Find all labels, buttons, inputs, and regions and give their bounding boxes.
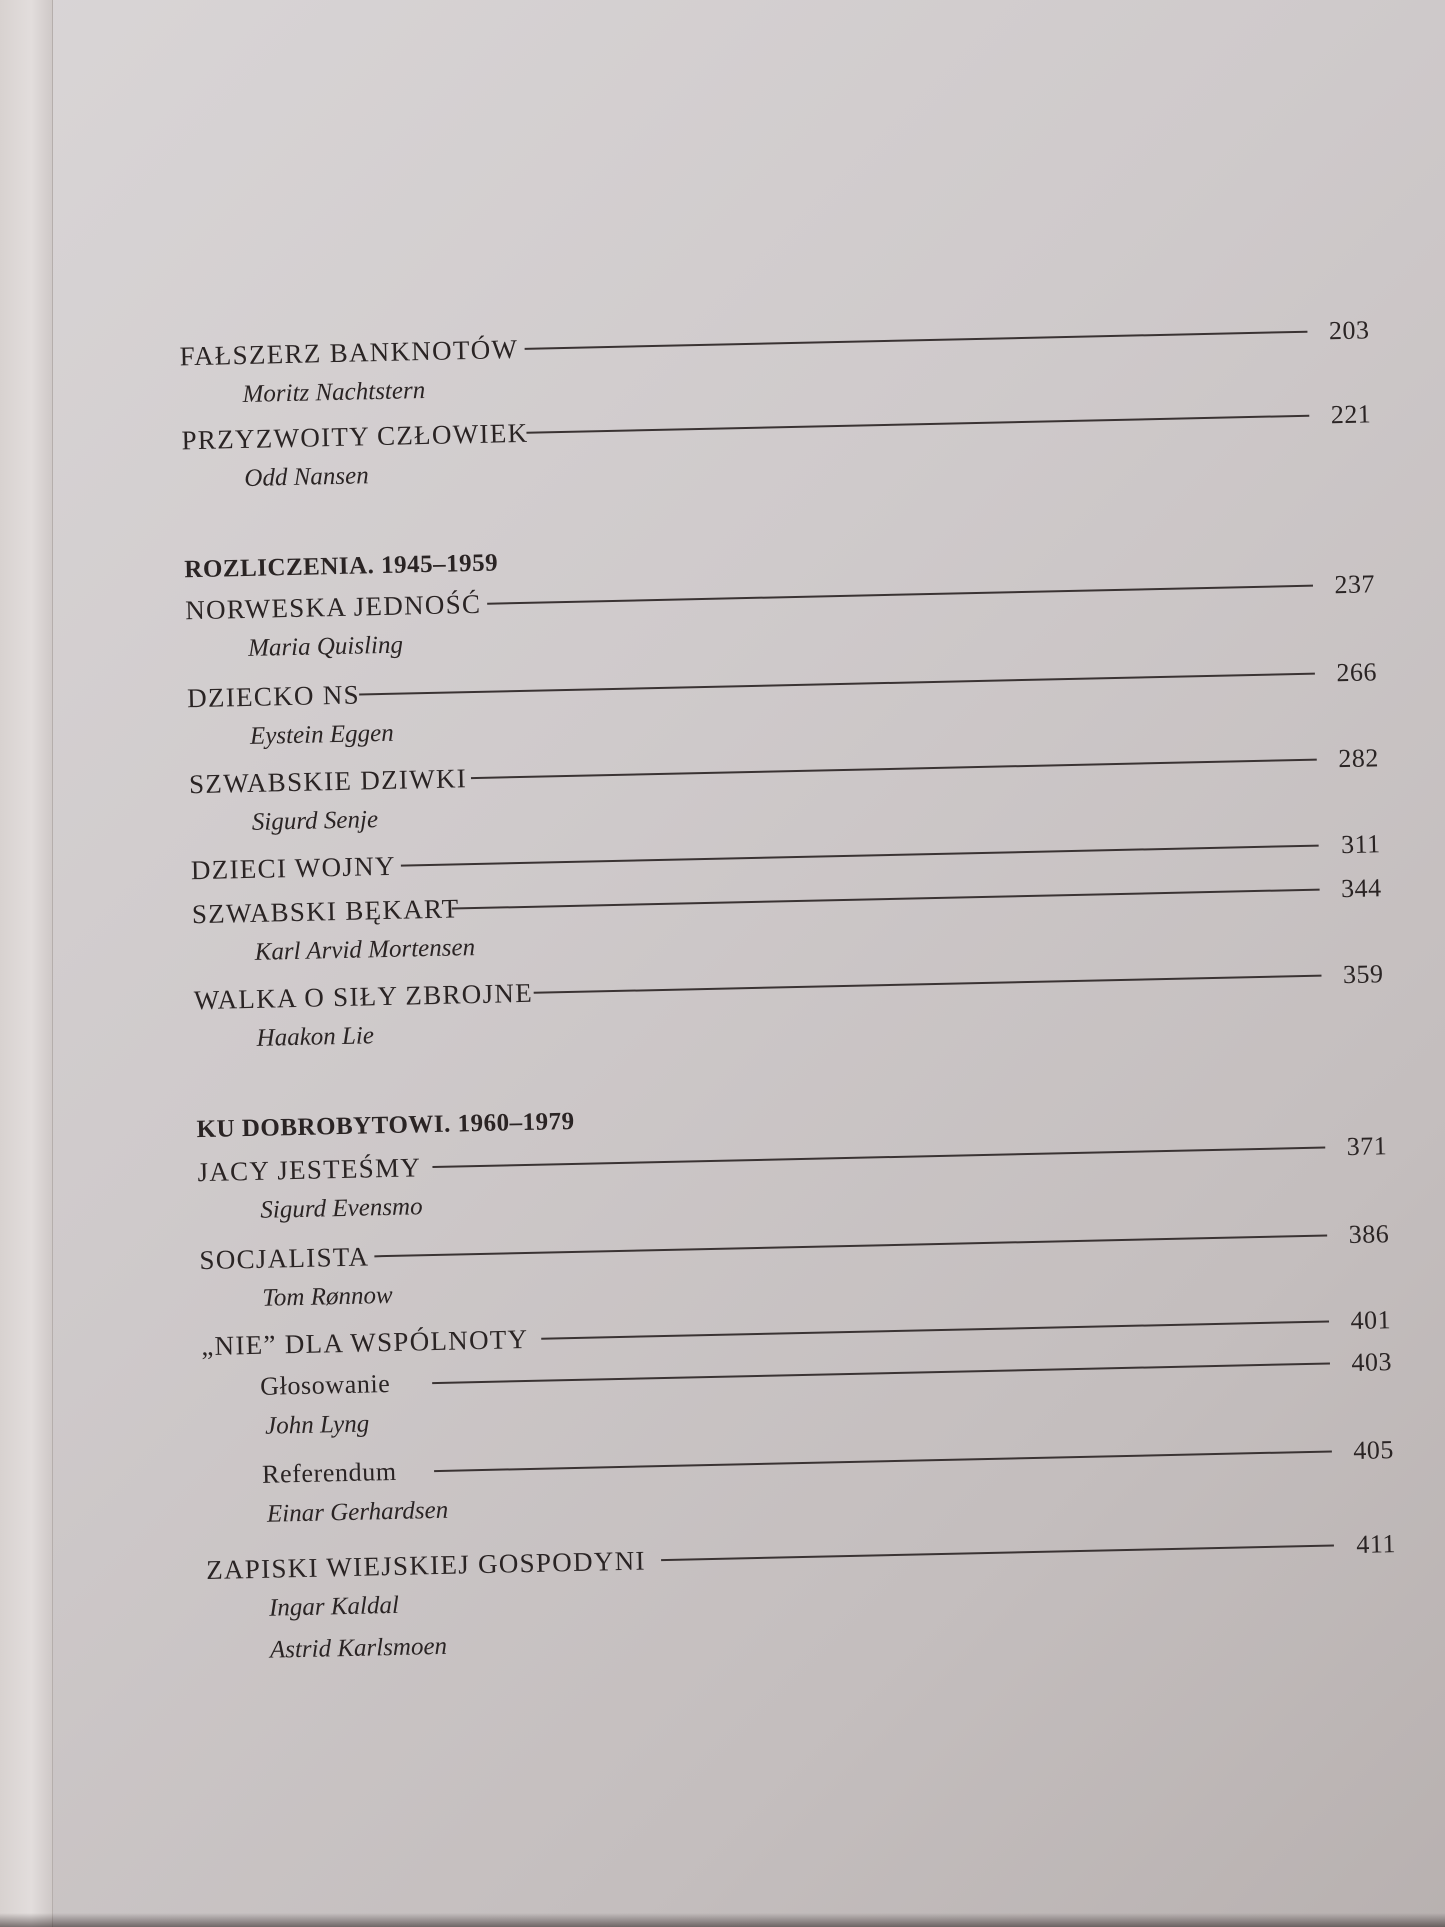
leader-line: [432, 1362, 1330, 1383]
entry-author: Ingar Kaldal: [268, 1591, 400, 1622]
entry-title: FAŁSZERZ BANKNOTÓW: [179, 333, 519, 372]
leader-line: [525, 331, 1308, 350]
entry-author: Odd Nansen: [244, 462, 369, 492]
page-number: 266: [1336, 657, 1378, 688]
leader-line: [541, 1321, 1329, 1340]
entry-author: Tom Rønnow: [261, 1281, 393, 1312]
leader-line: [471, 759, 1317, 779]
leader-line: [359, 673, 1315, 695]
page-bottom-shadow: [0, 1913, 1445, 1927]
leader-line: [452, 889, 1320, 910]
entry-author: Eystein Eggen: [249, 719, 394, 750]
entry-title: WALKA O SIŁY ZBROJNE: [193, 977, 534, 1016]
entry-author: Haakon Lie: [256, 1022, 375, 1052]
page-number: 411: [1356, 1529, 1397, 1559]
entry-author: Moritz Nachtstern: [242, 377, 426, 408]
page-number: 371: [1346, 1131, 1388, 1162]
entry-title: „NIE” DLA WSPÓLNOTY: [200, 1323, 529, 1362]
entry-title: Głosowanie: [259, 1369, 391, 1401]
section-heading: KU DOBROBYTOWI. 1960–1979: [196, 1107, 575, 1144]
page-number: 311: [1340, 829, 1381, 860]
entry-author: John Lyng: [264, 1410, 370, 1440]
entry-title: DZIECI WOJNY: [190, 850, 397, 886]
page-number: 401: [1350, 1305, 1392, 1336]
entry-author: Karl Arvid Mortensen: [254, 934, 476, 966]
entry-author: Astrid Karlsmoen: [269, 1632, 448, 1664]
entry-title: SZWABSKI BĘKART: [191, 893, 460, 930]
entry-title: Referendum: [261, 1456, 397, 1489]
leader-line: [401, 845, 1319, 867]
entry-author: Sigurd Evensmo: [260, 1193, 423, 1224]
page-number: 386: [1348, 1219, 1390, 1250]
entry-title: ZAPISKI WIEJSKIEJ GOSPODYNI: [205, 1545, 647, 1586]
entry-title: JACY JESTEŚMY: [197, 1152, 422, 1188]
page-number: 344: [1340, 873, 1382, 904]
leader-line: [374, 1235, 1327, 1257]
leader-line: [434, 1450, 1332, 1471]
entry-author: Sigurd Senje: [251, 806, 379, 836]
page-number: 359: [1342, 959, 1384, 990]
page-number: 403: [1351, 1347, 1393, 1378]
page-number: 405: [1353, 1435, 1395, 1466]
leader-line: [534, 975, 1322, 994]
entry-title: DZIECKO NS: [186, 679, 361, 714]
leader-line: [526, 415, 1309, 434]
entry-author: Maria Quisling: [247, 631, 404, 662]
entry-title: SOCJALISTA: [199, 1241, 370, 1276]
page-number: 203: [1328, 315, 1370, 346]
page-number: 221: [1330, 399, 1372, 430]
entry-title: NORWESKA JEDNOŚĆ: [184, 588, 482, 626]
entry-title: SZWABSKIE DZIWKI: [188, 763, 468, 800]
entry-author: Einar Gerhardsen: [266, 1496, 449, 1528]
leader-line: [661, 1544, 1334, 1560]
section-heading: ROZLICZENIA. 1945–1959: [184, 549, 499, 584]
page-number: 282: [1337, 743, 1380, 774]
page-number: 237: [1334, 569, 1376, 600]
entry-title: PRZYZWOITY CZŁOWIEK: [181, 417, 529, 456]
leader-line: [487, 585, 1313, 605]
leader-line: [432, 1147, 1325, 1168]
